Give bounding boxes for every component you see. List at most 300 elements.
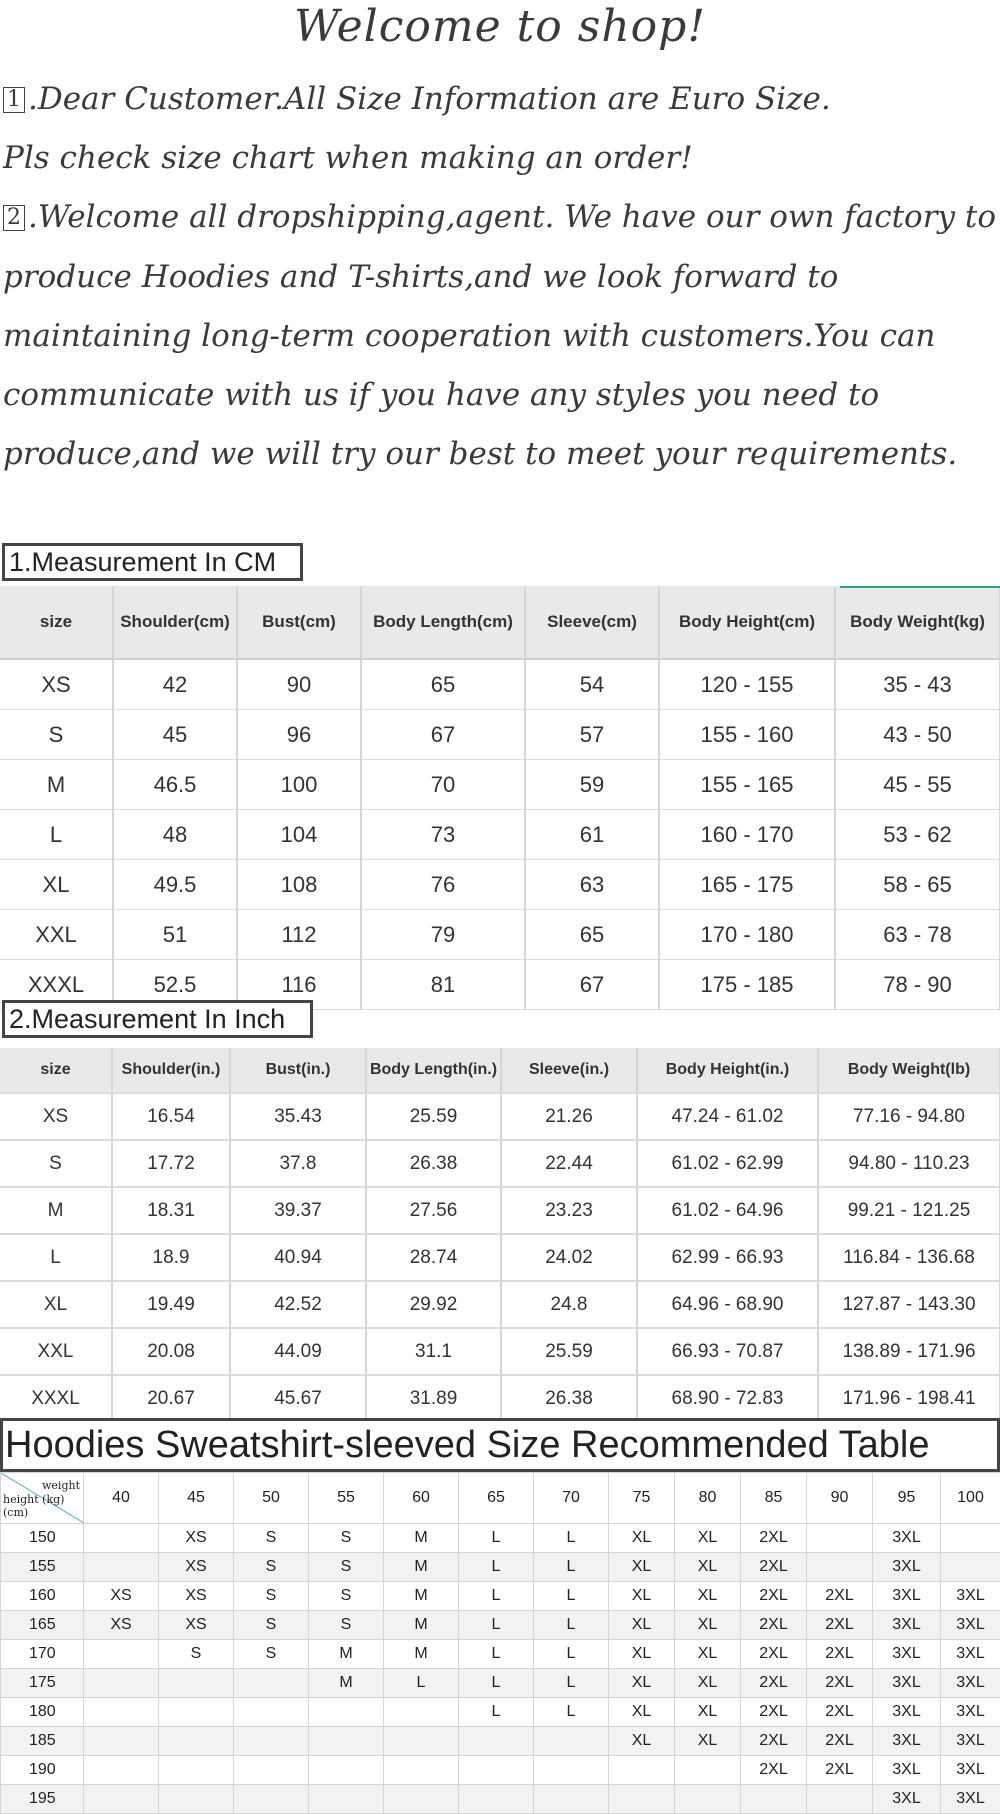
size-cell — [234, 1756, 309, 1785]
table-row — [0, 1140, 1000, 1187]
table-cell: 73 — [361, 810, 525, 860]
size-cell: L — [534, 1640, 609, 1669]
size-cell: XL — [675, 1611, 741, 1640]
size-cell: 3XL — [941, 1698, 1000, 1727]
size-cell: L — [459, 1669, 534, 1698]
table-cell: 47.24 - 61.02 — [637, 1093, 818, 1140]
size-cell: XL — [675, 1582, 741, 1611]
table-cell: 170 - 180 — [659, 910, 835, 960]
inch-section-title: 2.Measurement In Inch — [2, 1000, 313, 1038]
table-cell: 116.84 - 136.68 — [818, 1234, 1000, 1281]
column-header: Bust(in.) — [230, 1048, 366, 1093]
size-cell: 3XL — [941, 1669, 1000, 1698]
size-cell: XL — [609, 1524, 675, 1553]
table-cell: 53 - 62 — [835, 810, 1000, 860]
table-cell: 120 - 155 — [659, 659, 835, 710]
size-cell: L — [534, 1698, 609, 1727]
weight-header: 45 — [159, 1473, 234, 1524]
table-row — [0, 1328, 1000, 1375]
column-header: Shoulder(in.) — [112, 1048, 230, 1093]
table-row — [0, 1281, 1000, 1328]
size-cell: L — [534, 1669, 609, 1698]
size-cell: S — [309, 1553, 384, 1582]
size-cell: 3XL — [941, 1785, 1000, 1814]
table-row — [1, 1524, 1000, 1553]
size-cell: 2XL — [741, 1698, 807, 1727]
size-cell — [234, 1698, 309, 1727]
size-cell — [84, 1727, 159, 1756]
weight-header: 100 — [941, 1473, 1000, 1524]
table-cell: 44.09 — [230, 1328, 366, 1375]
weight-header: 90 — [807, 1473, 873, 1524]
size-cell: 2XL — [807, 1611, 873, 1640]
height-cell: 150 — [1, 1524, 84, 1553]
notice-text — [3, 70, 998, 484]
size-cell: 3XL — [941, 1582, 1000, 1611]
size-cell: 3XL — [873, 1669, 941, 1698]
size-cell — [309, 1756, 384, 1785]
table-cell: 70 — [361, 760, 525, 810]
size-cell: 2XL — [741, 1611, 807, 1640]
size-cell: L — [534, 1524, 609, 1553]
table-cell: 29.92 — [366, 1281, 501, 1328]
notice-item-1 — [3, 70, 998, 188]
size-cell: 2XL — [807, 1756, 873, 1785]
table-cell: 49.5 — [113, 860, 237, 910]
size-cell — [675, 1756, 741, 1785]
size-cell — [84, 1698, 159, 1727]
size-cell: XL — [609, 1727, 675, 1756]
size-cell: L — [384, 1669, 459, 1698]
table-cell: 67 — [361, 710, 525, 760]
height-cell: 190 — [1, 1756, 84, 1785]
height-cell: 155 — [1, 1553, 84, 1582]
cm-section-title: 1.Measurement In CM — [2, 543, 303, 581]
table-cell: 37.8 — [230, 1140, 366, 1187]
size-cell — [675, 1785, 741, 1814]
table-cell: 42.52 — [230, 1281, 366, 1328]
table-cell: XXL — [0, 910, 113, 960]
table-row — [1, 1785, 1000, 1814]
table-cell: 22.44 — [501, 1140, 637, 1187]
size-cell — [384, 1698, 459, 1727]
recommended-size-table — [0, 1472, 1000, 1814]
column-header: Body Length(in.) — [366, 1048, 501, 1093]
table-cell: 62.99 - 66.93 — [637, 1234, 818, 1281]
size-cell: XS — [159, 1611, 234, 1640]
table-cell: 48 — [113, 810, 237, 860]
table-row — [0, 1187, 1000, 1234]
column-header: size — [0, 586, 113, 659]
table-cell: XS — [0, 1093, 112, 1140]
table-cell: 16.54 — [112, 1093, 230, 1140]
table-cell: 65 — [361, 659, 525, 710]
weight-header: 60 — [384, 1473, 459, 1524]
size-cell: XL — [675, 1640, 741, 1669]
table-cell: 104 — [237, 810, 361, 860]
size-cell — [741, 1785, 807, 1814]
table-cell: 52.5 — [113, 960, 237, 1010]
table-row — [0, 1234, 1000, 1281]
size-cell — [534, 1756, 609, 1785]
inch-measurement-table — [0, 1048, 1000, 1423]
size-cell: L — [459, 1698, 534, 1727]
size-cell: XL — [675, 1524, 741, 1553]
table-cell: 20.08 — [112, 1328, 230, 1375]
table-cell: S — [0, 1140, 112, 1187]
table-row — [0, 760, 1000, 810]
weight-header: 55 — [309, 1473, 384, 1524]
table-row — [0, 1375, 1000, 1422]
table-cell: 79 — [361, 910, 525, 960]
size-cell: L — [534, 1611, 609, 1640]
height-cell: 195 — [1, 1785, 84, 1814]
table-cell: 64.96 - 68.90 — [637, 1281, 818, 1328]
table-cell: 23.23 — [501, 1187, 637, 1234]
table-header-row — [0, 586, 1000, 659]
cm-measurement-table — [0, 586, 1000, 1010]
table-cell: 24.8 — [501, 1281, 637, 1328]
size-cell — [941, 1524, 1000, 1553]
size-cell: XS — [159, 1582, 234, 1611]
weight-header: 65 — [459, 1473, 534, 1524]
column-header: Body Weight(lb) — [818, 1048, 1000, 1093]
table-cell: 25.59 — [501, 1328, 637, 1375]
table-cell: 61.02 - 64.96 — [637, 1187, 818, 1234]
table-row — [1, 1698, 1000, 1727]
table-cell: 76 — [361, 860, 525, 910]
size-cell: M — [384, 1582, 459, 1611]
size-cell: M — [384, 1553, 459, 1582]
table-row — [0, 710, 1000, 760]
page-title: Welcome to shop! — [0, 0, 1000, 54]
size-cell: S — [234, 1582, 309, 1611]
recommended-section-title: Hoodies Sweatshirt-sleeved Size Recommended Table — [0, 1418, 1000, 1472]
size-cell: 2XL — [807, 1582, 873, 1611]
corner-height-label: height (kg) (cm) — [3, 1493, 64, 1519]
table-cell: 26.38 — [366, 1140, 501, 1187]
table-cell: 46.5 — [113, 760, 237, 810]
table-cell: 116 — [237, 960, 361, 1010]
size-cell — [807, 1553, 873, 1582]
size-cell — [84, 1669, 159, 1698]
size-cell: XL — [675, 1727, 741, 1756]
size-cell — [807, 1524, 873, 1553]
size-cell: M — [309, 1669, 384, 1698]
column-header: Body Height(in.) — [637, 1048, 818, 1093]
table-cell: 138.89 - 171.96 — [818, 1328, 1000, 1375]
table-cell: 94.80 - 110.23 — [818, 1140, 1000, 1187]
size-cell: XL — [609, 1582, 675, 1611]
table-cell: 66.93 - 70.87 — [637, 1328, 818, 1375]
size-cell: XL — [609, 1669, 675, 1698]
size-cell: 3XL — [941, 1727, 1000, 1756]
size-cell: 2XL — [741, 1669, 807, 1698]
table-row — [1, 1756, 1000, 1785]
size-cell — [234, 1785, 309, 1814]
notice-item-1-text: .Dear Customer.All Size Information are Euro Size. Pls check size chart when making an order! — [3, 81, 831, 176]
size-cell — [609, 1785, 675, 1814]
table-cell: L — [0, 1234, 112, 1281]
table-header-row — [0, 1048, 1000, 1093]
column-header: Body Height(cm) — [659, 586, 835, 659]
table-row — [1, 1727, 1000, 1756]
height-cell: 160 — [1, 1582, 84, 1611]
size-cell — [84, 1524, 159, 1553]
size-cell: 2XL — [741, 1524, 807, 1553]
table-cell: XS — [0, 659, 113, 710]
size-cell — [84, 1756, 159, 1785]
size-cell: 2XL — [741, 1727, 807, 1756]
size-cell: 2XL — [807, 1640, 873, 1669]
height-cell: 175 — [1, 1669, 84, 1698]
size-cell — [459, 1727, 534, 1756]
table-cell: S — [0, 710, 113, 760]
size-cell: 3XL — [873, 1640, 941, 1669]
size-cell — [609, 1756, 675, 1785]
table-cell: 54 — [525, 659, 659, 710]
notice-number-1: 1 — [3, 87, 25, 113]
size-cell: 2XL — [741, 1756, 807, 1785]
table-cell: 78 - 90 — [835, 960, 1000, 1010]
table-cell: 31.89 — [366, 1375, 501, 1422]
table-cell: 45.67 — [230, 1375, 366, 1422]
table-cell: 21.26 — [501, 1093, 637, 1140]
size-cell: L — [459, 1640, 534, 1669]
table-cell: 171.96 - 198.41 — [818, 1375, 1000, 1422]
table-row — [0, 1093, 1000, 1140]
size-cell: 3XL — [873, 1727, 941, 1756]
table-cell: 63 - 78 — [835, 910, 1000, 960]
size-cell: S — [234, 1524, 309, 1553]
weight-header: 70 — [534, 1473, 609, 1524]
size-cell: 2XL — [741, 1553, 807, 1582]
table-cell: 160 - 170 — [659, 810, 835, 860]
size-cell — [807, 1785, 873, 1814]
size-cell: S — [234, 1640, 309, 1669]
size-cell: S — [309, 1524, 384, 1553]
table-cell: 63 — [525, 860, 659, 910]
size-cell — [159, 1756, 234, 1785]
table-row — [1, 1582, 1000, 1611]
table-cell: 99.21 - 121.25 — [818, 1187, 1000, 1234]
notice-number-2: 2 — [3, 205, 25, 231]
column-header: Shoulder(cm) — [113, 586, 237, 659]
table-cell: 65 — [525, 910, 659, 960]
size-cell: XS — [84, 1611, 159, 1640]
size-cell — [534, 1785, 609, 1814]
table-cell: XXXL — [0, 960, 113, 1010]
size-cell — [384, 1785, 459, 1814]
size-cell: M — [309, 1640, 384, 1669]
size-cell: 3XL — [941, 1611, 1000, 1640]
height-cell: 165 — [1, 1611, 84, 1640]
table-cell: 51 — [113, 910, 237, 960]
table-row — [1, 1640, 1000, 1669]
size-cell: XS — [159, 1524, 234, 1553]
size-cell: 2XL — [741, 1640, 807, 1669]
table-cell: 108 — [237, 860, 361, 910]
size-cell — [459, 1785, 534, 1814]
size-cell: S — [309, 1582, 384, 1611]
table-cell: 27.56 — [366, 1187, 501, 1234]
column-header: Body Weight(kg) — [835, 586, 1000, 659]
size-cell: 2XL — [741, 1582, 807, 1611]
size-cell: M — [384, 1524, 459, 1553]
table-cell: 155 - 165 — [659, 760, 835, 810]
size-cell: S — [234, 1553, 309, 1582]
size-cell: XS — [159, 1553, 234, 1582]
size-cell: L — [534, 1553, 609, 1582]
size-cell — [459, 1756, 534, 1785]
table-cell: XXXL — [0, 1375, 112, 1422]
table-cell: 45 - 55 — [835, 760, 1000, 810]
table-cell: 40.94 — [230, 1234, 366, 1281]
table-cell: 31.1 — [366, 1328, 501, 1375]
table-cell: XL — [0, 860, 113, 910]
weight-header: 75 — [609, 1473, 675, 1524]
size-cell — [159, 1727, 234, 1756]
size-cell: S — [309, 1611, 384, 1640]
size-cell: 3XL — [873, 1582, 941, 1611]
table-cell: M — [0, 1187, 112, 1234]
size-cell: 3XL — [873, 1698, 941, 1727]
table-row — [1, 1553, 1000, 1582]
notice-item-2-text: .Welcome all dropshipping,agent. We have our own factory to produce Hoodies and T-shirts,and we look forward to maintaining long-term cooperation with customers.You can communicate with us if you have any styles you need to produce,and we will try our best to meet your requirements. — [3, 199, 996, 472]
table-cell: 61 — [525, 810, 659, 860]
size-cell — [384, 1727, 459, 1756]
table-cell: 28.74 — [366, 1234, 501, 1281]
weight-header: 40 — [84, 1473, 159, 1524]
size-cell: XL — [609, 1611, 675, 1640]
size-cell: L — [534, 1582, 609, 1611]
size-cell: XL — [675, 1669, 741, 1698]
table-cell: 100 — [237, 760, 361, 810]
size-cell: 3XL — [941, 1640, 1000, 1669]
table-cell: 58 - 65 — [835, 860, 1000, 910]
size-cell — [159, 1669, 234, 1698]
size-cell — [941, 1553, 1000, 1582]
table-cell: 155 - 160 — [659, 710, 835, 760]
table-cell: XXL — [0, 1328, 112, 1375]
size-cell: M — [384, 1640, 459, 1669]
table-cell: 112 — [237, 910, 361, 960]
table-cell: 81 — [361, 960, 525, 1010]
size-cell — [534, 1727, 609, 1756]
table-cell: 18.31 — [112, 1187, 230, 1234]
size-cell: S — [234, 1611, 309, 1640]
table-cell: 175 - 185 — [659, 960, 835, 1010]
column-header: Body Length(cm) — [361, 586, 525, 659]
table-cell: 59 — [525, 760, 659, 810]
table-cell: 77.16 - 94.80 — [818, 1093, 1000, 1140]
table-cell: 25.59 — [366, 1093, 501, 1140]
table-row — [1, 1669, 1000, 1698]
size-cell: 3XL — [873, 1785, 941, 1814]
size-cell — [384, 1756, 459, 1785]
table-header-row — [1, 1473, 1000, 1524]
size-cell: XL — [609, 1698, 675, 1727]
corner-header-cell — [1, 1473, 84, 1524]
table-cell: 35.43 — [230, 1093, 366, 1140]
table-cell: 127.87 - 143.30 — [818, 1281, 1000, 1328]
column-header: Sleeve(in.) — [501, 1048, 637, 1093]
size-cell: L — [459, 1524, 534, 1553]
size-cell: XL — [675, 1698, 741, 1727]
size-cell — [84, 1785, 159, 1814]
table-cell: 35 - 43 — [835, 659, 1000, 710]
table-cell: XL — [0, 1281, 112, 1328]
table-row — [1, 1611, 1000, 1640]
table-cell: L — [0, 810, 113, 860]
weight-header: 95 — [873, 1473, 941, 1524]
table-row — [0, 910, 1000, 960]
size-cell — [234, 1727, 309, 1756]
table-cell: M — [0, 760, 113, 810]
table-cell: 90 — [237, 659, 361, 710]
table-cell: 24.02 — [501, 1234, 637, 1281]
table-cell: 96 — [237, 710, 361, 760]
weight-header: 50 — [234, 1473, 309, 1524]
size-cell: 2XL — [807, 1698, 873, 1727]
size-cell — [234, 1669, 309, 1698]
table-cell: 67 — [525, 960, 659, 1010]
size-cell: L — [459, 1611, 534, 1640]
height-cell: 170 — [1, 1640, 84, 1669]
size-cell — [159, 1785, 234, 1814]
table-cell: 61.02 - 62.99 — [637, 1140, 818, 1187]
size-cell: M — [384, 1611, 459, 1640]
size-cell: L — [459, 1553, 534, 1582]
table-cell: 17.72 — [112, 1140, 230, 1187]
table-cell: 39.37 — [230, 1187, 366, 1234]
size-cell: 3XL — [873, 1756, 941, 1785]
size-cell: XL — [609, 1640, 675, 1669]
size-cell: 2XL — [807, 1727, 873, 1756]
height-cell: 180 — [1, 1698, 84, 1727]
notice-item-2 — [3, 188, 998, 484]
table-cell: 45 — [113, 710, 237, 760]
table-row — [0, 810, 1000, 860]
size-cell — [84, 1640, 159, 1669]
size-cell: XL — [609, 1553, 675, 1582]
table-cell: 20.67 — [112, 1375, 230, 1422]
size-cell: XL — [675, 1553, 741, 1582]
weight-header: 80 — [675, 1473, 741, 1524]
table-cell: 68.90 - 72.83 — [637, 1375, 818, 1422]
size-cell: 3XL — [873, 1524, 941, 1553]
table-cell: 42 — [113, 659, 237, 710]
size-cell: 3XL — [873, 1611, 941, 1640]
table-cell: 43 - 50 — [835, 710, 1000, 760]
size-cell: L — [459, 1582, 534, 1611]
weight-header: 85 — [741, 1473, 807, 1524]
size-cell: 3XL — [941, 1756, 1000, 1785]
size-cell — [84, 1553, 159, 1582]
corner-weight-label: weight — [42, 1479, 80, 1492]
column-header: Sleeve(cm) — [525, 586, 659, 659]
table-cell: 165 - 175 — [659, 860, 835, 910]
size-cell — [309, 1727, 384, 1756]
table-row — [0, 860, 1000, 910]
size-cell — [159, 1698, 234, 1727]
size-cell: 3XL — [873, 1553, 941, 1582]
header-accent-line — [840, 586, 1000, 588]
column-header: size — [0, 1048, 112, 1093]
table-row — [0, 659, 1000, 710]
height-cell: 185 — [1, 1727, 84, 1756]
size-cell — [309, 1785, 384, 1814]
